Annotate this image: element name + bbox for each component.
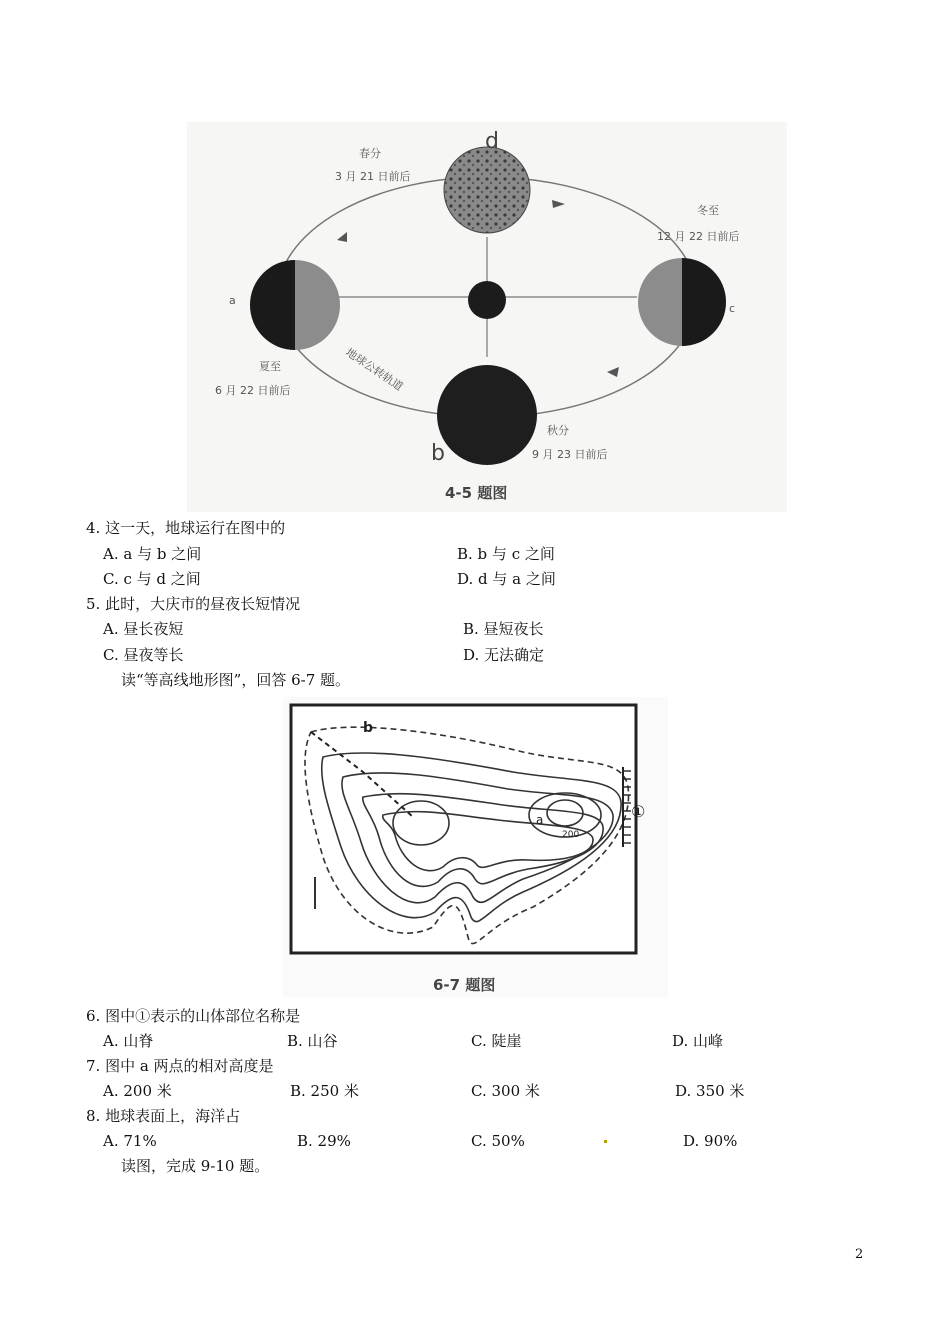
q5-option-d: D. 无法确定 bbox=[463, 646, 545, 664]
q7-option-c: C. 300 米 bbox=[471, 1082, 540, 1100]
intro-9-10: 读图，完成 9-10 题。 bbox=[121, 1157, 270, 1175]
question-5: 5. 此时，大庆市的昼夜长短情况 bbox=[86, 595, 301, 613]
q5-option-a: A. 昼长夜短 bbox=[103, 620, 184, 638]
q8-option-c: C. 50% bbox=[471, 1132, 525, 1150]
label-autumn-date: 9 月 23 日前后 bbox=[532, 448, 608, 461]
contour-label-a: a bbox=[536, 813, 544, 827]
q7-option-d: D. 350 米 bbox=[675, 1082, 745, 1100]
label-vernal-date: 3 月 21 日前后 bbox=[335, 170, 411, 183]
earth-orbit-figure bbox=[187, 122, 787, 512]
label-summer-date: 6 月 22 日前后 bbox=[215, 384, 291, 397]
earth-b bbox=[437, 365, 537, 465]
label-winter-date: 12 月 22 日前后 bbox=[657, 230, 740, 243]
q5-option-b: B. 昼短夜长 bbox=[463, 620, 544, 638]
label-autumn: 秋分 bbox=[547, 424, 569, 437]
label-d: d bbox=[485, 129, 499, 154]
q8-option-a: A. 71% bbox=[103, 1132, 157, 1150]
q4-option-a: A. a 与 b 之间 bbox=[103, 545, 202, 563]
question-7: 7. 图中 a 两点的相对高度是 bbox=[86, 1057, 274, 1075]
label-c: c bbox=[729, 302, 736, 315]
label-winter: 冬至 bbox=[697, 204, 719, 217]
question-4: 4. 这一天，地球运行在图中的 bbox=[86, 519, 286, 537]
question-6: 6. 图中①表示的山体部位名称是 bbox=[86, 1007, 301, 1025]
contour-label-200: 200 bbox=[562, 830, 580, 840]
label-vernal: 春分 bbox=[359, 147, 381, 160]
q8-option-d: D. 90% bbox=[683, 1132, 738, 1150]
label-orbit: 地球公转轨道 bbox=[343, 345, 406, 394]
contour-map-figure bbox=[283, 697, 668, 997]
label-b: b bbox=[431, 441, 445, 466]
stray-dot bbox=[604, 1140, 607, 1143]
q6-option-c: C. 陡崖 bbox=[471, 1032, 522, 1050]
earth-orbit-diagram bbox=[187, 122, 787, 512]
contour-label-b: b bbox=[363, 720, 374, 736]
earth-d bbox=[444, 147, 530, 233]
q8-option-b: B. 29% bbox=[297, 1132, 351, 1150]
q4-option-b: B. b 与 c 之间 bbox=[457, 545, 555, 563]
figure1-caption: 4-5 题图 bbox=[445, 484, 508, 502]
q5-option-c: C. 昼夜等长 bbox=[103, 646, 184, 664]
contour-map-diagram bbox=[283, 697, 668, 997]
question-8: 8. 地球表面上，海洋占 bbox=[86, 1107, 241, 1125]
label-summer: 夏至 bbox=[259, 360, 281, 373]
q6-option-d: D. 山峰 bbox=[672, 1032, 724, 1050]
q6-option-a: A. 山脊 bbox=[103, 1032, 154, 1050]
q7-option-a: A. 200 米 bbox=[103, 1082, 172, 1100]
sun bbox=[468, 281, 506, 319]
q4-option-c: C. c 与 d 之间 bbox=[103, 570, 201, 588]
label-a: a bbox=[229, 294, 236, 307]
q4-option-d: D. d 与 a 之间 bbox=[457, 570, 556, 588]
q7-option-b: B. 250 米 bbox=[290, 1082, 359, 1100]
intro-6-7: 读“等高线地形图”，回答 6-7 题。 bbox=[121, 671, 351, 689]
page-number: 2 bbox=[855, 1247, 864, 1262]
figure2-caption: 6-7 题图 bbox=[433, 976, 496, 994]
contour-label-1: ① bbox=[631, 802, 646, 821]
q6-option-b: B. 山谷 bbox=[287, 1032, 338, 1050]
map-frame bbox=[291, 705, 636, 953]
